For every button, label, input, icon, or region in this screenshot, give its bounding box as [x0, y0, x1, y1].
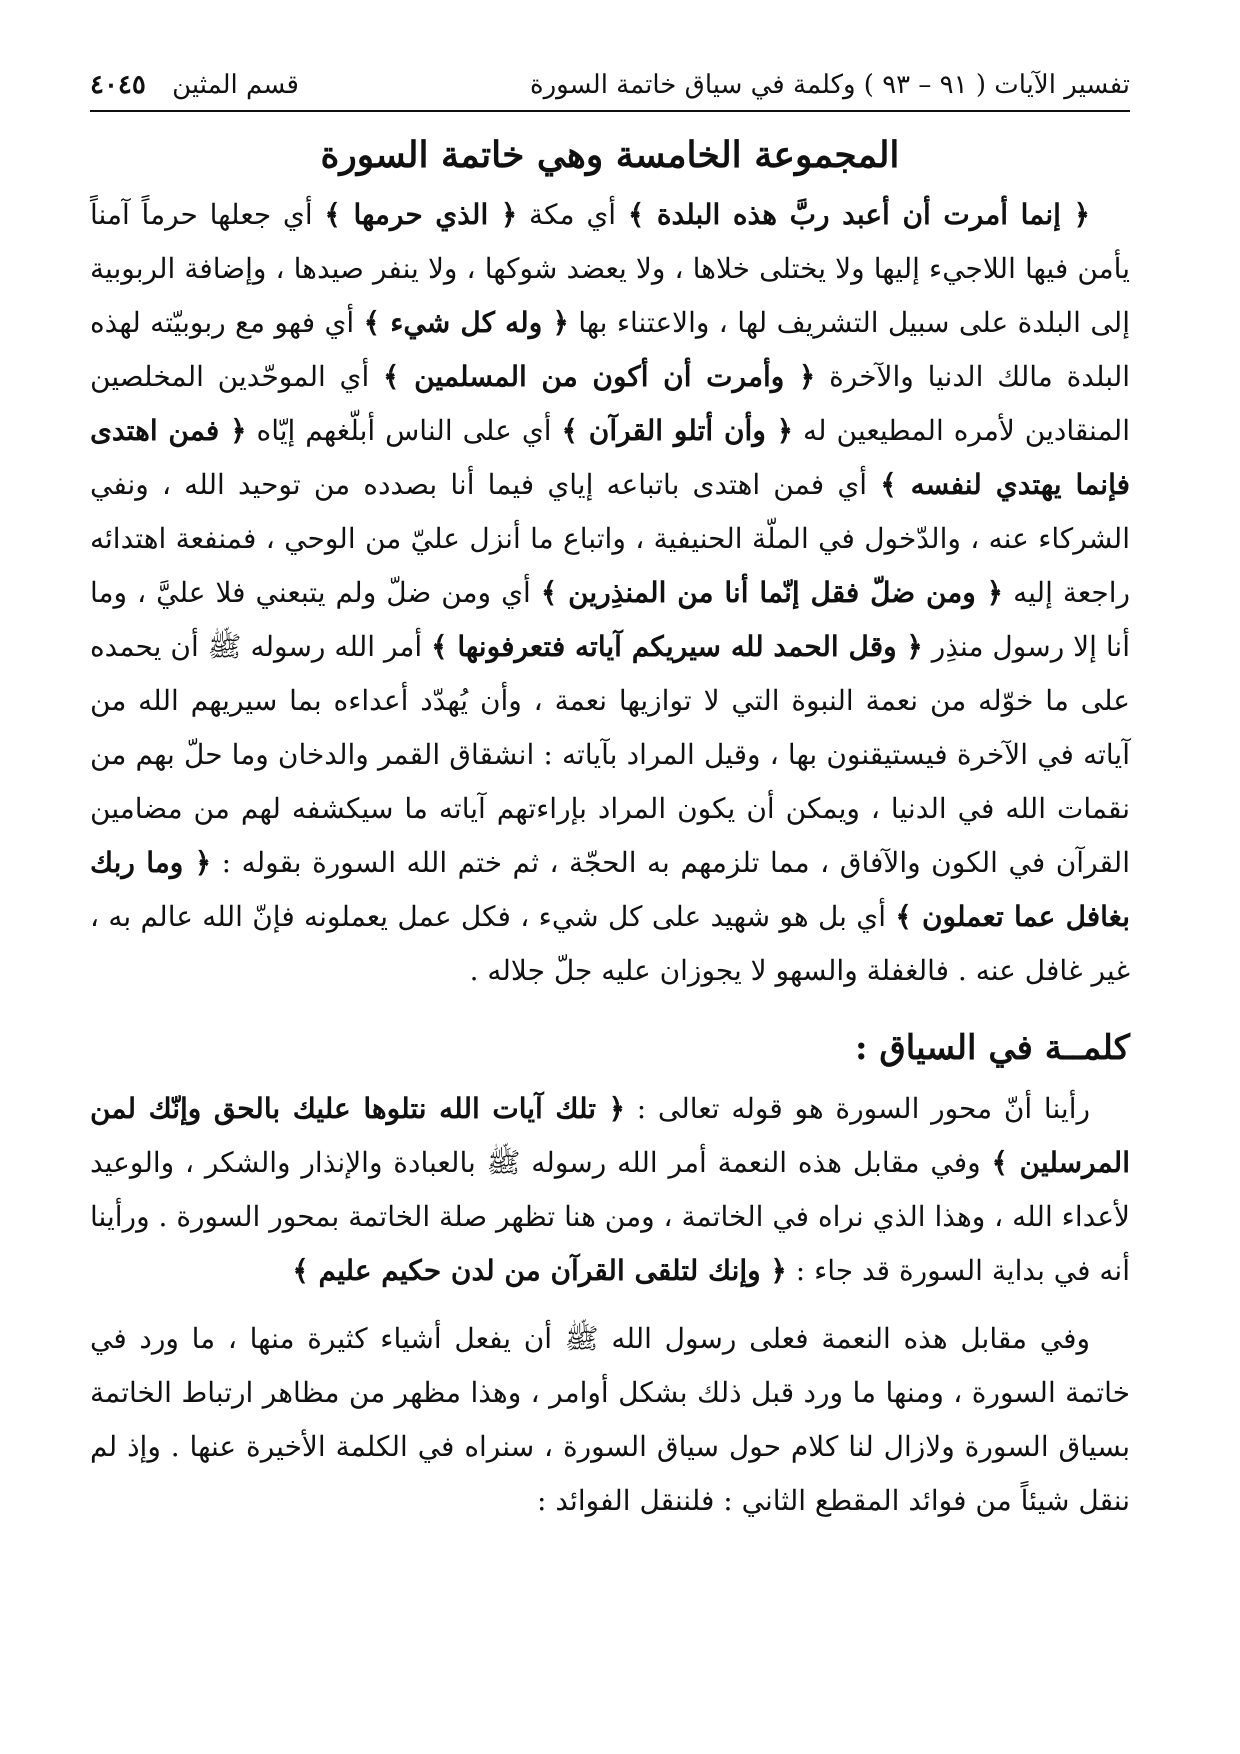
quran-quote: ﴿ وإنك لتلقى القرآن من لدن حكيم عليم ﴾ [292, 1254, 787, 1287]
commentary-text: أي ومن ضلّ ولم يتبعني فلا عليَّ ، وما أنا إلا رسول منذِر [90, 576, 1130, 663]
quran-quote: ﴿ فمن اهتدى فإنما يهتدي لنفسه ﴾ [90, 414, 1130, 501]
quran-quote: ﴿ إنما أمرت أن أعبد ربَّ هذه البلدة ﴾ [627, 198, 1090, 231]
quran-quote: ﴿ وأن أتلو القرآن ﴾ [561, 414, 794, 447]
context-paragraph [90, 1082, 1130, 1298]
running-title: تفسير الآيات ( ٩١ – ٩٣ ) وكلمة في سياق خاتمة السورة [529, 70, 1130, 100]
context-text: رأينا أنّ محور السورة هو قوله تعالى : [625, 1092, 1090, 1125]
quran-quote: ﴿ وقل الحمد لله سيريكم آياته فتعرفونها ﴾ [431, 630, 923, 663]
commentary-paragraph [90, 188, 1130, 998]
context-text: وفي مقابل هذه النعمة أمر الله رسوله ﷺ بالعبادة والإنذار والشكر ، والوعيد لأعداء الله ، وهذا الذي نراه في الخاتمة ، ومن هنا تظهر صلة الخاتمة بمحور السورة . ورأينا أنه في بداية السورة قد جاء : [90, 1146, 1130, 1287]
commentary-text: أي على الناس أبلّغهم إيّاه [246, 414, 562, 447]
commentary-text: أي جعلها حرماً آمناً يأمن فيها اللاجيء إليها ولا يختلى خلاها ، ولا يعضد شوكها ، ولا ينفر صيدها ، وإضافة الربوبية إلى البلدة على سبيل التشريف لها ، والاعتناء بها [90, 198, 1130, 339]
paragraph-gap [90, 1298, 1130, 1312]
quran-quote: ﴿ وما ربك بغافل عما تعملون ﴾ [90, 846, 1130, 933]
quran-quote: ﴿ وله كل شيء ﴾ [363, 306, 569, 339]
book-page [90, 70, 1130, 1528]
page-header [90, 70, 1130, 112]
commentary-text: أي فمن اهتدى باتباعه إياي فيما أنا بصدده من توحيد الله ، ونفي الشركاء عنه ، والدّخول في الملّة الحنيفية ، واتباع ما أنزل عليّ من الوحي ، فمنفعة اهتدائه راجعة إليه [90, 468, 1131, 609]
commentary-text: أي مكة [517, 198, 628, 231]
quran-quote: ﴿ تلك آيات الله نتلوها عليك بالحق وإنّك لمن المرسلين ﴾ [90, 1092, 1130, 1179]
context-heading: كلمــة في السياق : [854, 1028, 1130, 1068]
section-title: المجموعة الخامسة وهي خاتمة السورة [320, 134, 900, 176]
commentary-text: أمر الله رسوله ﷺ أن يحمده على ما خوّله من نعمة النبوة التي لا توازيها نعمة ، وأن يُهدّد أعداءه بما سيريهم الله من آياته في الآخرة فيستيقنون بها ، وقيل المراد بآياته : انشقاق القمر والدخان وما حلّ بهم من نقمات الله في الدنيا ، ويمكن أن يكون المراد بإراءتهم آياته ما سيكشفه لهم من مضامين القرآن في الكون والآفاق ، مما تلزمهم به الحجّة ، ثم ختم الله السورة بقوله : [90, 630, 1130, 879]
quran-quote: ﴿ ومن ضلّ فقل إنّما أنا من المنذِرين ﴾ [540, 576, 1004, 609]
quran-quote: ﴿ الذي حرمها ﴾ [324, 198, 518, 231]
commentary-text: أي فهو مع ربوبيّته لهذه البلدة مالك الدنيا والآخرة [90, 306, 1130, 393]
quran-quote: ﴿ وأمرت أن أكون من المسلمين ﴾ [383, 360, 816, 393]
section-name: قسم المثين [172, 70, 299, 100]
page-number: ٤٠٤٥ [90, 70, 146, 100]
commentary-text: أي بل هو شهيد على كل شيء ، فكل عمل يعملونه فإنّ الله عالم به ، غير غافل عنه . فالغفلة والسهو لا يجوزان عليه جلّ جلاله . [90, 900, 1130, 987]
header-left [90, 70, 299, 100]
commentary-text: أي الموحّدين المخلصين المنقادين لأمره المطيعين له [90, 360, 1130, 447]
context-paragraph-2: وفي مقابل هذه النعمة فعلى رسول الله ﷺ أن يفعل أشياء كثيرة منها ، ما ورد في خاتمة السورة ، ومنها ما ورد قبل ذلك بشكل أوامر ، وهذا مظهر من مظاهر ارتباط الخاتمة بسياق السورة ولازال لنا كلام حول سياق السورة ، سنراه في الكلمة الأخيرة عنها . وإذ لم ننقل شيئاً من فوائد المقطع الثاني : فلننقل الفوائد : [90, 1322, 1130, 1517]
